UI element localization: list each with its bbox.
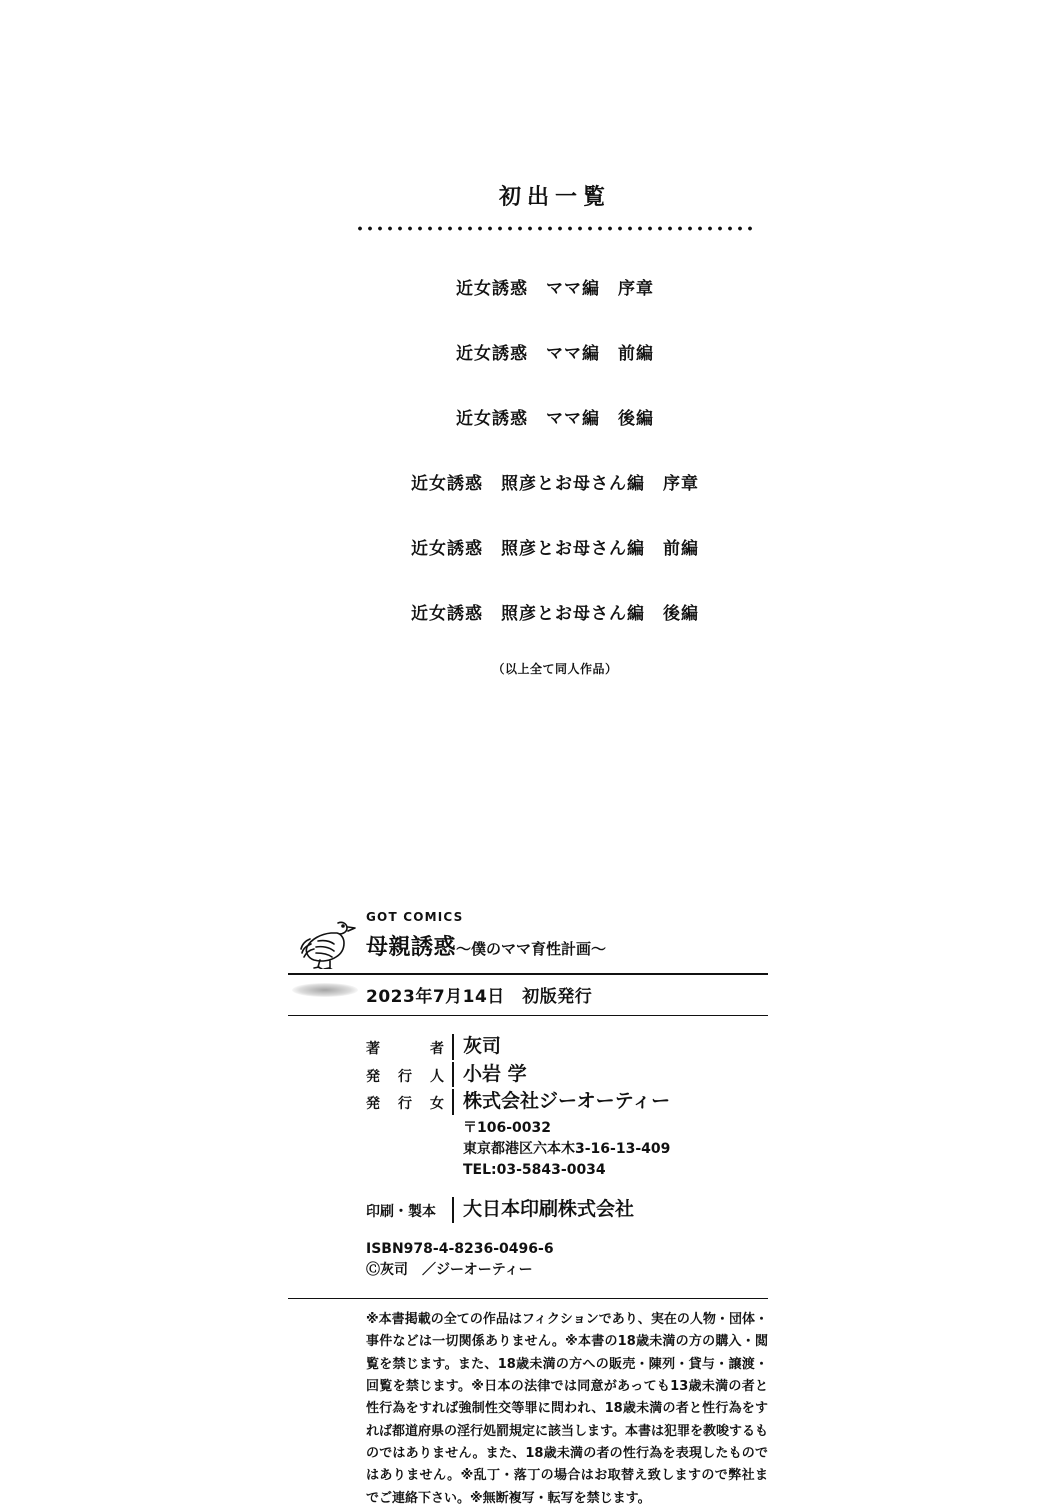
label-char: 行 bbox=[398, 1096, 412, 1113]
staff-label-publisher-person bbox=[366, 1062, 452, 1086]
publication-date-row bbox=[288, 975, 768, 1015]
staff-value-publisher-person: 小岩 学 bbox=[452, 1062, 527, 1088]
list-item: 近女誘惑 ママ編 前編 bbox=[456, 344, 654, 364]
book-title bbox=[366, 930, 768, 961]
imprint-label: GOT COMICS bbox=[366, 910, 464, 924]
label-char: 発 bbox=[366, 1068, 380, 1085]
staff-value-printer: 大日本印刷株式会社 bbox=[452, 1197, 634, 1223]
label-char: 発 bbox=[366, 1096, 380, 1113]
legal-disclaimer: ※本書掲載の全ての作品はフィクションであり、実在の人物・団体・事件などは一切関係ありません。※本書の18歳未満の方の購入・閲覧を禁じます。また、18歳未満の方への販売・陳列・貸与・譲渡・回覧を禁じます。※日本の法律では同意があっても13歳未満の者と性行為をすれば強制性交等罪に問われ、18歳未満の者と性行為をすれば都道府県の淫行処罰規定に該当します。本書は犯罪を教唆するものではありません。また、18歳未満の者の性行為を表現したものではありません。※乱丁・落丁の場合はお取替え致しますので弊社までご連絡下さい。※無断複写・転写を禁じます。 bbox=[288, 1298, 768, 1510]
colophon-section bbox=[288, 905, 768, 1510]
first-publication-section bbox=[355, 180, 755, 677]
book-title-sub: 〜僕のママ育性計画〜 bbox=[456, 940, 607, 958]
staff-label-publisher-company bbox=[366, 1089, 452, 1113]
list-item: 近女誘惑 ママ編 序章 bbox=[456, 279, 654, 299]
publication-date: 2023年7月14日 初版発行 bbox=[366, 987, 593, 1007]
staff-row-printer bbox=[366, 1197, 768, 1223]
book-title-main: 母親誘惑 bbox=[366, 935, 457, 960]
telephone: TEL:03-5843-0034 bbox=[463, 1161, 606, 1178]
staff-row-author bbox=[366, 1034, 768, 1060]
label-char: 者 bbox=[430, 1041, 444, 1057]
bird-logo-icon bbox=[298, 911, 360, 969]
publisher-address bbox=[452, 1118, 768, 1181]
label-char: 著 bbox=[366, 1041, 380, 1057]
label-char: 人 bbox=[430, 1068, 444, 1085]
dotted-divider bbox=[355, 225, 755, 232]
postal-code: 〒106-0032 bbox=[463, 1119, 551, 1136]
copyright-line: Ⓒ灰司 ／ジーオーティー bbox=[366, 1262, 533, 1279]
list-item: 近女誘惑 ママ編 後編 bbox=[456, 409, 654, 429]
staff-value-author: 灰司 bbox=[452, 1034, 501, 1060]
isbn-number: ISBN978-4-8236-0496-6 bbox=[366, 1240, 554, 1257]
isbn-block bbox=[288, 1239, 768, 1282]
credits-list bbox=[355, 254, 755, 644]
credits-note: （以上全て同人作品） bbox=[492, 662, 618, 676]
imprint-header bbox=[288, 905, 768, 967]
staff-block bbox=[288, 1034, 768, 1223]
label-char: 行 bbox=[398, 1068, 412, 1085]
divider-thin bbox=[288, 1015, 768, 1016]
staff-row-publisher-company bbox=[366, 1089, 768, 1115]
list-item: 近女誘惑 照彦とお母さん編 序章 bbox=[411, 474, 699, 494]
credits-heading: 初出一覧 bbox=[498, 185, 611, 210]
label-char: 女 bbox=[430, 1096, 444, 1113]
ink-smudge bbox=[292, 983, 358, 997]
label-text: 印刷・製本 bbox=[366, 1203, 436, 1220]
list-item: 近女誘惑 照彦とお母さん編 後編 bbox=[411, 604, 699, 624]
street-address: 東京都港区六本木3-16-13-409 bbox=[463, 1140, 671, 1157]
staff-label-author bbox=[366, 1034, 452, 1058]
list-item: 近女誘惑 照彦とお母さん編 前編 bbox=[411, 539, 699, 559]
staff-value-publisher-company: 株式会社ジーオーティー bbox=[452, 1089, 670, 1115]
staff-label-printer bbox=[366, 1197, 452, 1221]
staff-row-publisher-person bbox=[366, 1062, 768, 1088]
